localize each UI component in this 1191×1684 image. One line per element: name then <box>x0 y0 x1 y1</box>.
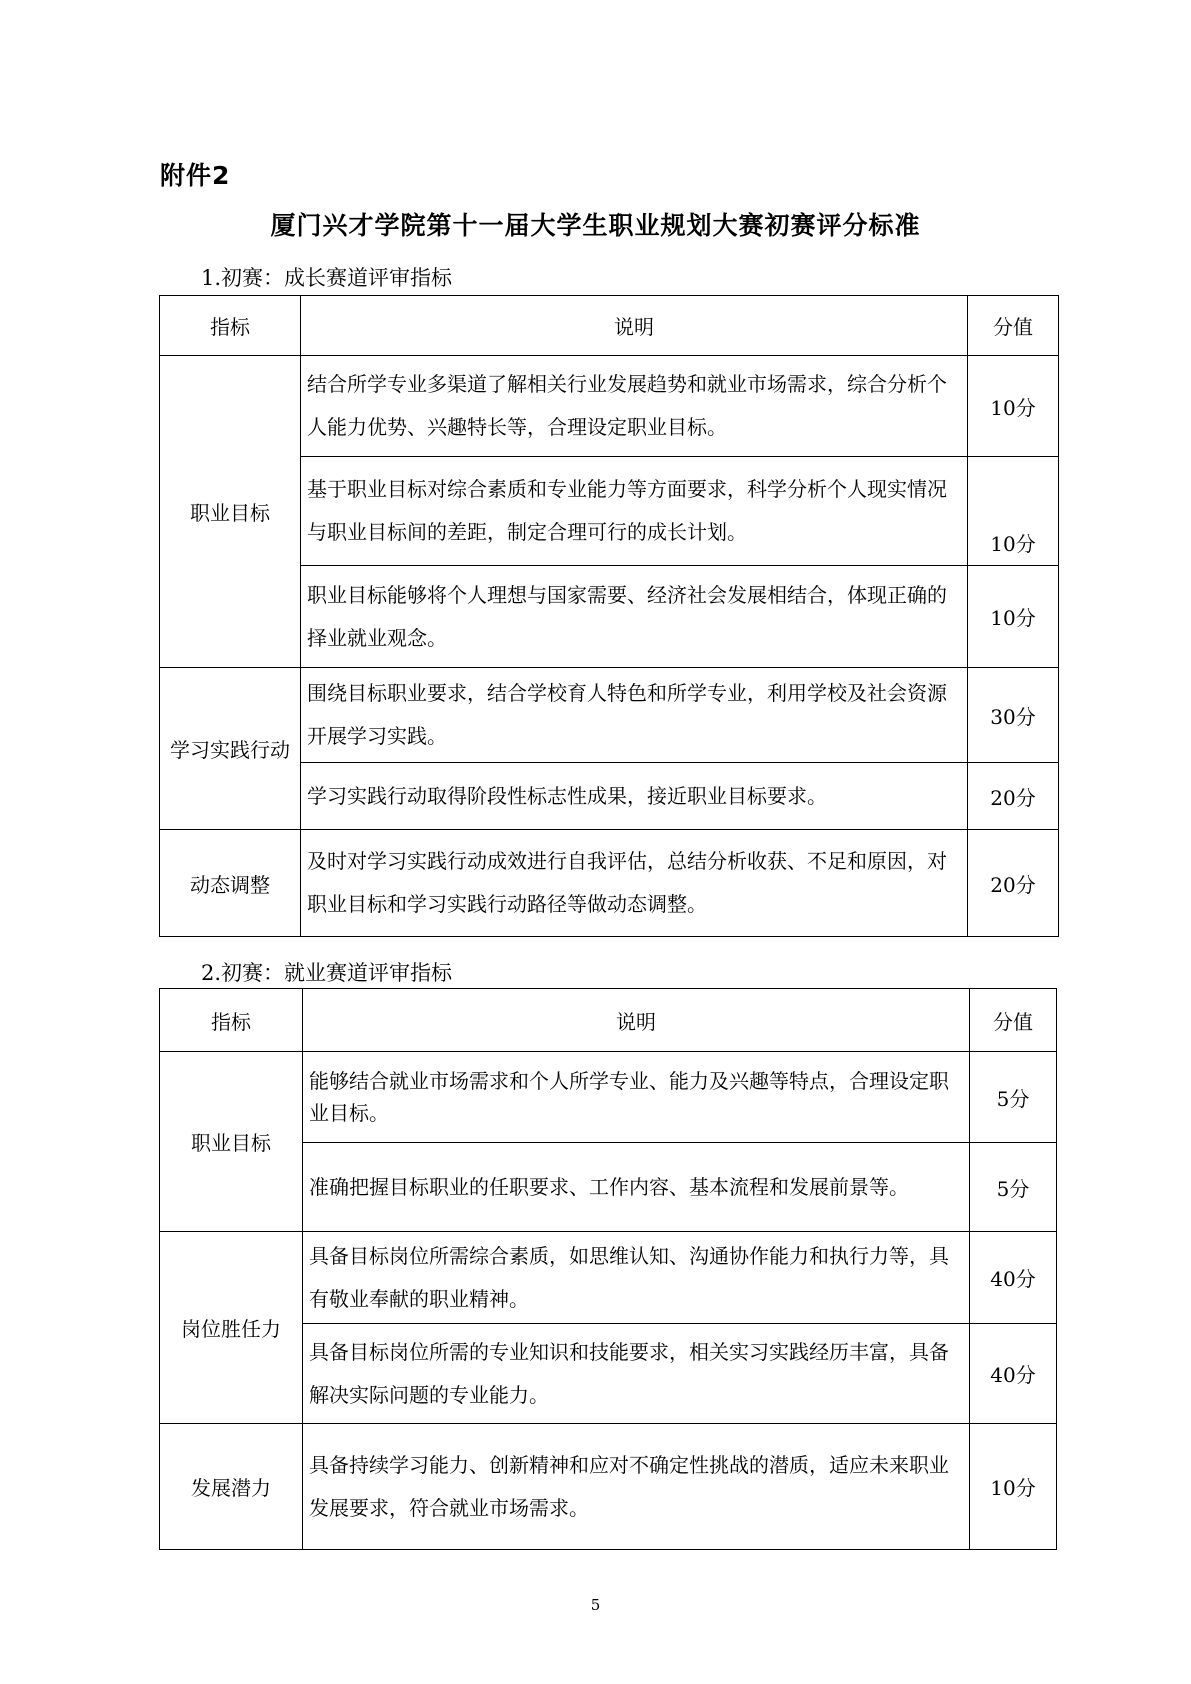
description-cell: 及时对学习实践行动成效进行自我评估，总结分析收获、不足和原因，对职业目标和学习实践行动路径等做动态调整。 <box>301 830 968 937</box>
description-cell: 职业目标能够将个人理想与国家需要、经济社会发展相结合，体现正确的择业就业观念。 <box>301 566 968 668</box>
score-cell: 5分 <box>970 1052 1057 1143</box>
header-score: 分值 <box>970 989 1057 1052</box>
description-cell: 具备目标岗位所需的专业知识和技能要求，相关实习实践经历丰富，具备解决实际问题的专业能力。 <box>303 1324 970 1424</box>
score-cell: 20分 <box>968 763 1059 830</box>
table-row <box>160 830 1059 937</box>
description-cell: 具备持续学习能力、创新精神和应对不确定性挑战的潜质，适应未来职业发展要求，符合就业市场需求。 <box>303 1424 970 1550</box>
score-cell: 10分 <box>968 566 1059 668</box>
description-cell: 结合所学专业多渠道了解相关行业发展趋势和就业市场需求，综合分析个人能力优势、兴趣特长等，合理设定职业目标。 <box>301 356 968 457</box>
score-cell: 10分 <box>968 356 1059 457</box>
header-score: 分值 <box>968 296 1059 356</box>
description-cell: 基于职业目标对综合素质和专业能力等方面要求，科学分析个人现实情况与职业目标间的差距，制定合理可行的成长计划。 <box>301 457 968 566</box>
description-cell: 能够结合就业市场需求和个人所学专业、能力及兴趣等特点，合理设定职业目标。 <box>303 1052 970 1143</box>
indicator-cell: 发展潜力 <box>160 1424 303 1550</box>
description-cell: 学习实践行动取得阶段性标志性成果，接近职业目标要求。 <box>301 763 968 830</box>
score-cell: 5分 <box>970 1143 1057 1232</box>
header-indicator: 指标 <box>160 989 303 1052</box>
score-cell: 40分 <box>970 1324 1057 1424</box>
score-cell: 10分 <box>970 1424 1057 1550</box>
score-cell: 20分 <box>968 830 1059 937</box>
table-row <box>160 1232 1057 1324</box>
table-row <box>160 356 1059 457</box>
document-title: 厦门兴才学院第十一届大学生职业规划大赛初赛评分标准 <box>270 211 921 240</box>
indicator-cell: 动态调整 <box>160 830 301 937</box>
description-cell: 准确把握目标职业的任职要求、工作内容、基本流程和发展前景等。 <box>303 1143 970 1232</box>
table-row <box>160 1052 1057 1143</box>
indicator-cell: 岗位胜任力 <box>160 1232 303 1424</box>
table-row <box>160 668 1059 763</box>
indicator-cell: 职业目标 <box>160 1052 303 1232</box>
section1-label: 1.初赛：成长赛道评审指标 <box>201 266 453 290</box>
table-header-row <box>160 989 1057 1052</box>
table-header-row <box>160 296 1059 356</box>
score-cell: 30分 <box>968 668 1059 763</box>
growth-track-table <box>159 295 1059 937</box>
annex-label: 附件2 <box>160 161 231 190</box>
score-cell: 10分 <box>968 457 1059 566</box>
score-cell: 40分 <box>970 1232 1057 1324</box>
description-cell: 围绕目标职业要求，结合学校育人特色和所学专业，利用学校及社会资源开展学习实践。 <box>301 668 968 763</box>
header-description: 说明 <box>301 296 968 356</box>
table-row <box>160 1424 1057 1550</box>
page-number: 5 <box>590 1596 601 1614</box>
employment-track-table <box>159 988 1057 1550</box>
header-indicator: 指标 <box>160 296 301 356</box>
description-cell: 具备目标岗位所需综合素质，如思维认知、沟通协作能力和执行力等，具有敬业奉献的职业精神。 <box>303 1232 970 1324</box>
indicator-cell: 职业目标 <box>160 356 301 668</box>
section2-label: 2.初赛：就业赛道评审指标 <box>201 961 453 985</box>
indicator-cell: 学习实践行动 <box>160 668 301 830</box>
header-description: 说明 <box>303 989 970 1052</box>
